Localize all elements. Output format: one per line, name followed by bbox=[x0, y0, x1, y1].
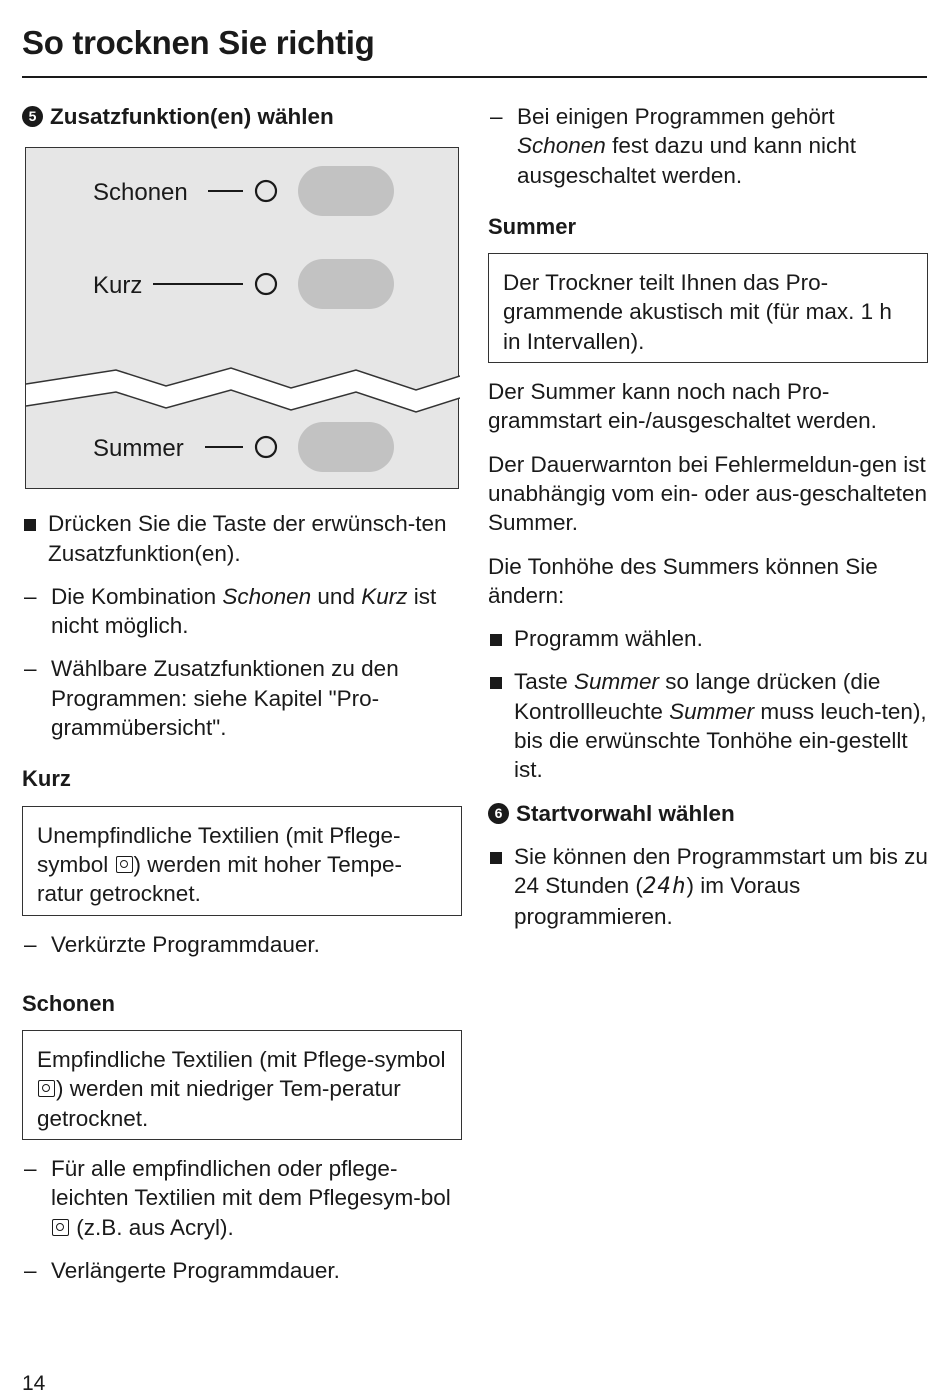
panel-label-kurz: Kurz bbox=[93, 272, 143, 300]
paragraph: Die Tonhöhe des Summers können Sie ändern: bbox=[488, 553, 878, 608]
step-6-title: Startvorwahl wählen bbox=[516, 800, 735, 826]
bullet-text: Sie können den Programmstart um bis zu 24 Stunden (24h) im Voraus programmieren. bbox=[514, 843, 928, 929]
note-dash-item bbox=[22, 1154, 462, 1242]
paragraph: Der Summer kann noch nach Pro-grammstart ein-/ausgeschaltet werden. bbox=[488, 379, 877, 434]
dash-marker: – bbox=[490, 104, 503, 129]
indicator-light-kurz bbox=[256, 274, 276, 294]
left-column bbox=[22, 102, 462, 1299]
page-number: 14 bbox=[22, 1372, 46, 1395]
page-title: So trocknen Sie richtig bbox=[22, 24, 375, 61]
note-dash-item bbox=[22, 654, 462, 742]
right-column bbox=[488, 102, 928, 945]
dash-text: Bei einigen Programmen gehört Schonen fest dazu und kann nicht ausgeschaltet werden. bbox=[517, 104, 856, 188]
bullet-text: Taste Summer so lange drücken (die Kontrollleuchte Summer muss leuch-ten), bis die erwünschte Tonhöhe ein-gestellt ist. bbox=[514, 669, 927, 783]
step-6-heading bbox=[488, 799, 928, 828]
dash-marker: – bbox=[24, 656, 37, 682]
instruction-bullet bbox=[22, 509, 462, 568]
display-segment-text: 24h bbox=[642, 873, 687, 900]
bullet-text: Drücken Sie die Taste der erwünsch-ten Zusatzfunktion(en). bbox=[48, 511, 447, 566]
instruction-bullet bbox=[488, 842, 928, 931]
bullet-square-icon bbox=[490, 852, 502, 864]
button-schonen bbox=[298, 166, 394, 216]
dash-marker: – bbox=[24, 583, 37, 609]
step-number-badge: 5 bbox=[22, 106, 43, 127]
panel-label-schonen: Schonen bbox=[93, 179, 188, 207]
dash-marker: – bbox=[24, 1156, 37, 1182]
note-dash-item bbox=[488, 102, 928, 190]
note-dash-item bbox=[22, 1256, 462, 1285]
step-number-badge: 6 bbox=[488, 803, 509, 824]
step-5-title: Zusatzfunktion(en) wählen bbox=[50, 104, 334, 129]
dash-text: Die Kombination Schonen und Kurz ist nicht möglich. bbox=[51, 583, 437, 639]
dash-text: Für alle empfindlichen oder pflege-leichten Textilien mit dem Pflegesym-bol (z.B. aus Acryl). bbox=[51, 1156, 451, 1240]
indicator-light-summer bbox=[256, 437, 276, 457]
indicator-light-schonen bbox=[256, 181, 276, 201]
step-5-heading bbox=[22, 102, 462, 131]
instruction-bullet bbox=[488, 667, 928, 784]
section-heading-schonen: Schonen bbox=[22, 990, 115, 1016]
section-heading-kurz: Kurz bbox=[22, 766, 71, 792]
title-divider bbox=[22, 76, 927, 78]
note-dash-item bbox=[22, 930, 462, 959]
bullet-square-icon bbox=[490, 634, 502, 646]
section-heading-summer: Summer bbox=[488, 213, 577, 239]
info-box-summer: Der Trockner teilt Ihnen das Pro-grammende akustisch mit (für max. 1 h in Intervallen). bbox=[488, 253, 928, 363]
button-kurz bbox=[298, 259, 394, 309]
care-symbol-icon bbox=[116, 856, 133, 873]
control-panel-illustration bbox=[25, 147, 459, 489]
dash-text: Verkürzte Programmdauer. bbox=[51, 931, 320, 957]
bullet-text: Programm wählen. bbox=[514, 626, 703, 652]
dash-text: Wählbare Zusatzfunktionen zu den Programmen: siehe Kapitel "Pro-grammübersicht". bbox=[51, 656, 399, 741]
instruction-bullet bbox=[488, 624, 928, 653]
panel-label-summer: Summer bbox=[93, 435, 184, 463]
panel-drawing bbox=[26, 148, 460, 490]
dash-marker: – bbox=[24, 1257, 37, 1283]
care-symbol-icon bbox=[52, 1219, 69, 1236]
button-summer bbox=[298, 422, 394, 472]
info-box-schonen: Empfindliche Textilien (mit Pflege-symbol ) werden mit niedriger Tem-peratur getrocknet. bbox=[22, 1030, 462, 1140]
paragraph: Der Dauerwarnton bei Fehlermeldun-gen ist unabhängig vom ein- oder aus-geschalteten Summer. bbox=[488, 451, 928, 536]
dash-marker: – bbox=[24, 931, 37, 957]
note-dash-item bbox=[22, 582, 462, 641]
bullet-square-icon bbox=[490, 677, 502, 689]
care-symbol-icon bbox=[38, 1080, 55, 1097]
info-box-kurz: Unempfindliche Textilien (mit Pflege-symbol ) werden mit hoher Tempe-ratur getrocknet. bbox=[22, 806, 462, 916]
bullet-square-icon bbox=[24, 519, 36, 531]
dash-text: Verlängerte Programmdauer. bbox=[51, 1257, 340, 1283]
